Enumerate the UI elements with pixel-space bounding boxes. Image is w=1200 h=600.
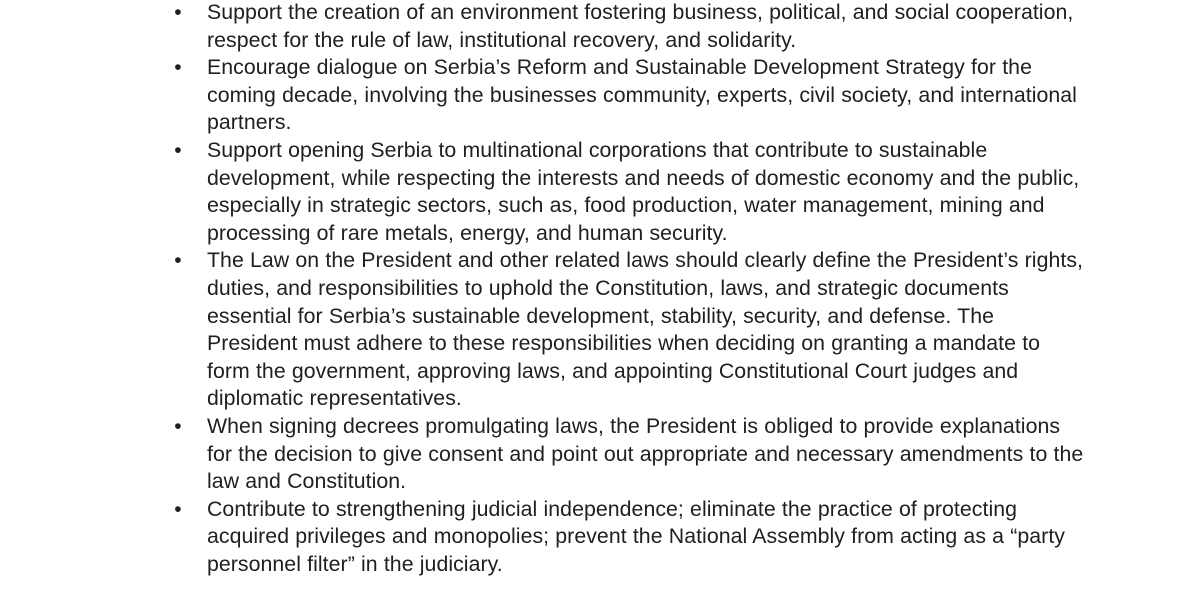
bullet-icon: • — [174, 414, 182, 438]
list-item-text: Contribute to strengthening judicial independence; eliminate the practice of protecting acquired privileges and monopolies; prevent the National Assembly from acting as a “party personnel filter” in the judiciary. — [207, 496, 1065, 576]
list-item — [0, 54, 1087, 137]
bullet-icon: • — [174, 56, 182, 80]
list-item — [0, 413, 1087, 496]
list-item-text: Support opening Serbia to multinational corporations that contribute to sustainable development, while respecting the interests and needs of domestic economy and the public, especially in strategic sectors, such as, food production, water management, mining and processing of rare metals, energy, and human security. — [207, 137, 1080, 245]
list-item-text: Support the creation of an environment fostering business, political, and social cooperation, respect for the rule of law, institutional recovery, and solidarity. — [207, 0, 1074, 52]
list-item — [0, 137, 1087, 247]
bullet-icon: • — [174, 1, 182, 24]
list-item — [0, 496, 1087, 579]
list-item — [0, 0, 1087, 54]
list-item-text: The Law on the President and other related laws should clearly define the President’s rights, duties, and responsibilities to uphold the Constitution, laws, and strategic documents essential for Serbia’s sustainable development, stability, security, and defense. The President must adhere to these responsibilities when deciding on granting a mandate to form the government, approving laws, and appointing Constitutional Court judges and diplomatic representatives. — [207, 248, 1084, 411]
list-item — [0, 247, 1087, 413]
bullet-icon: • — [174, 497, 182, 521]
list-item-text: When signing decrees promulgating laws, the President is obliged to provide explanations for the decision to give consent and point out appropriate and necessary amendments to the law and Constitution. — [207, 413, 1084, 494]
bullet-icon: • — [174, 138, 182, 162]
bullet-icon: • — [174, 249, 182, 273]
list-item-text: Encourage dialogue on Serbia’s Reform and Sustainable Development Strategy for the coming decade, involving the businesses community, experts, civil society, and international partners. — [207, 55, 1077, 135]
